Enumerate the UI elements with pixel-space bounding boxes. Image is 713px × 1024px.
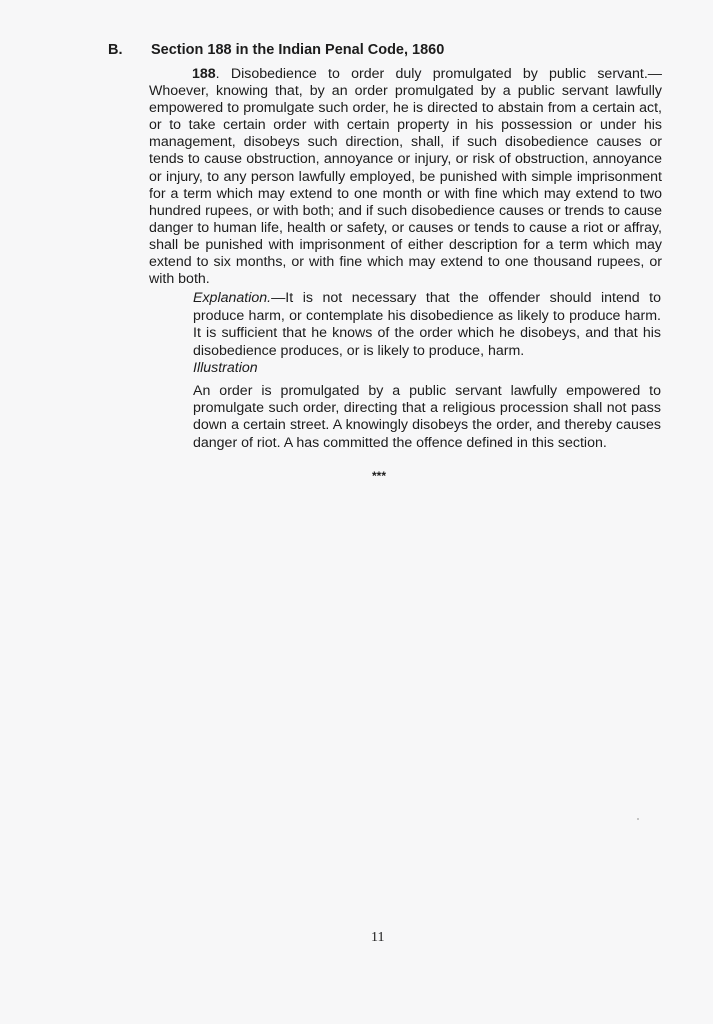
section-letter: B.	[108, 42, 123, 58]
illustration-heading: Illustration	[193, 360, 258, 376]
provision-paragraph	[149, 66, 662, 288]
explanation-label: Explanation.	[193, 290, 272, 306]
explanation-text: —It is not necessary that the offender should intend to produce harm, or contemplate his disobedience as likely to produce harm. It is sufficient that he knows of the order which he disobeys, and that his disobedience produces, or is likely to produce, harm.	[193, 290, 661, 359]
section-title: Section 188 in the Indian Penal Code, 1860	[151, 42, 445, 58]
provision-text: . Disobedience to order duly promulgated by public servant.— Whoever, knowing that, by an order promulgated by a public servant lawfully empowered to promulgate such order, he is directed to abstain from a certain act, or to take certain order with certain property in his possession or under his management, disobeys such direction, shall, if such disobedience causes or tends to cause obstruction, annoyance or injury, or risk of obstruction, annoyance or injury, to any person lawfully employed, be punished with simple imprisonment for a term which may extend to one month or with fine which may extend to two hundred rupees, or with both; and if such disobedience causes or trends to cause danger to human life, health or safety, or causes or tends to cause a riot or affray, shall be punished with imprisonment of either description for a term which may extend to six months, or with fine which may extend to one thousand rupees, or with both.	[149, 66, 662, 288]
illustration-paragraph: An order is promulgated by a public servant lawfully empowered to promulgate such order, directing that a religious procession shall not pass down a certain street. A knowingly disobeys the order, and thereby causes danger of riot. A has committed the offence defined in this section.	[193, 383, 661, 451]
section-separator: ***	[372, 469, 387, 483]
explanation-paragraph	[193, 290, 661, 360]
provision-number: 188	[192, 66, 216, 82]
page-number: 11	[371, 930, 385, 945]
scan-speck	[637, 818, 639, 820]
